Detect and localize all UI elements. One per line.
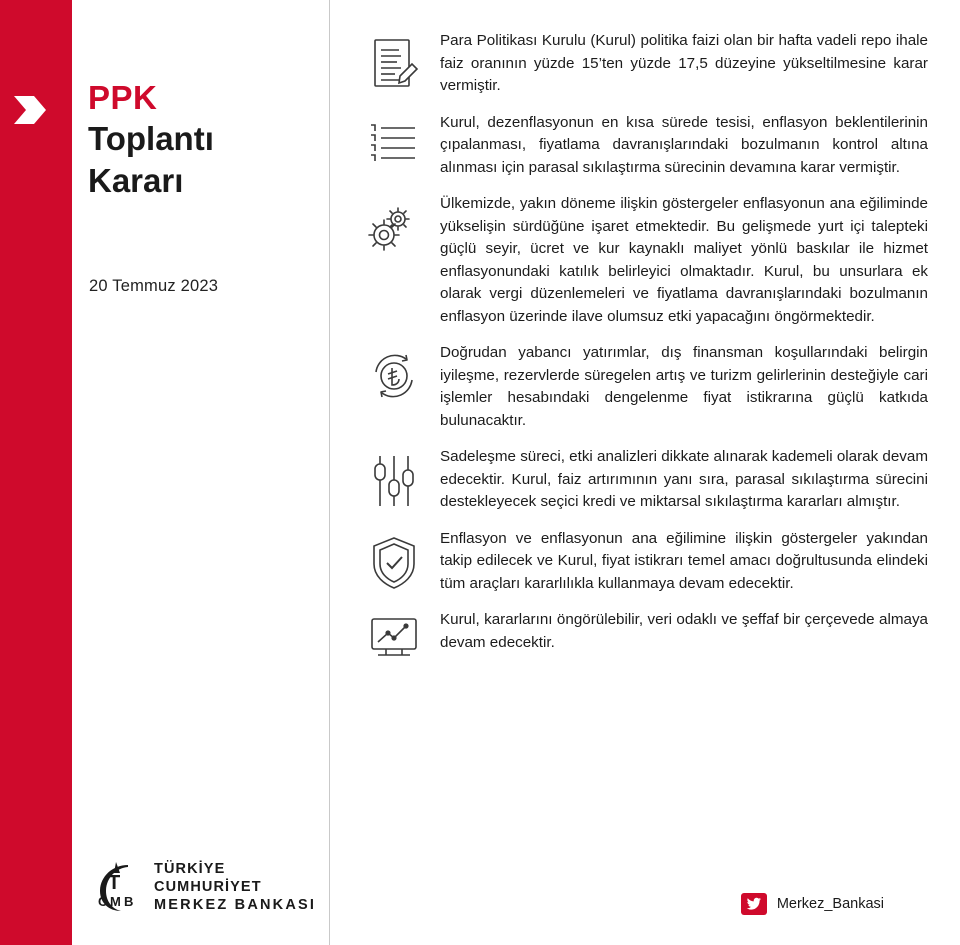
svg-text:T: T — [108, 872, 121, 894]
list-item — [348, 30, 932, 98]
list-item — [348, 112, 932, 180]
list-item-text: Kurul, dezenflasyonun en kısa sürede tesisi, enflasyon beklentilerinin çıpalanması, fiyatlama davranışlarındaki bozulmanın kontrol altına alınması için parasal sıkılaştırma sürecinin devamına karar vermiştir. — [440, 113, 928, 176]
decision-list — [330, 0, 960, 945]
list-item-text: Kurul, kararlarını öngörülebilir, veri odaklı ve şeffaf bir çerçevede almaya devam edecektir. — [440, 611, 928, 651]
list-item-text: Sadeleşme süreci, etki analizleri dikkate alınarak kademeli olarak devam edecektir. Kurul, faiz artırımının yanı sıra, parasal sıkılaştırma sürecini destekleyecek seçici kredi ve miktarsal sıkılaştırma kararları almıştır. — [440, 448, 928, 510]
svg-text:C: C — [98, 894, 108, 909]
list-item-text: Doğrudan yabancı yatırımlar, dış finansman koşullarındaki belirgin iyileşme, rezervlerde süregelen artış ve turizm gelirlerinin desteğiyle cari işlemler hesabındaki dengelenme fiyat istikrarına güçlü katkıda bulunacaktır. — [440, 344, 928, 429]
list-item — [348, 609, 932, 661]
svg-text:M: M — [110, 894, 121, 909]
publication-date: 20 Temmuz 2023 — [89, 277, 219, 295]
svg-text:B: B — [124, 894, 134, 909]
twitter-icon[interactable] — [741, 893, 767, 915]
tcmb-crescent-icon — [88, 859, 144, 915]
arrow-icon — [12, 92, 52, 128]
logo-line-1: TÜRKİYE CUMHURİYET — [154, 860, 262, 895]
shield-check-icon — [348, 528, 440, 592]
red-accent-bar — [0, 0, 72, 945]
checklist-lines-icon — [348, 112, 440, 168]
lira-circular-arrows-icon — [348, 342, 440, 404]
title-accent: PPK — [88, 79, 158, 116]
cbrt-logo — [88, 859, 330, 915]
left-panel — [0, 0, 330, 945]
page-title — [88, 78, 318, 202]
sliders-icon — [348, 446, 440, 510]
list-item — [348, 528, 932, 596]
title-line-1: Toplantı — [88, 120, 214, 157]
logo-line-2: MERKEZ BANKASI — [154, 897, 317, 914]
gears-icon — [348, 193, 440, 259]
document-pencil-icon — [348, 30, 440, 94]
chart-monitor-icon — [348, 609, 440, 661]
list-item-text: Ülkemizde, yakın döneme ilişkin göstergeler enflasyonun ana eğiliminde yükselişin sürdüğüne işaret etmektedir. Bu gelişmede yurt içi talepteki güçlü seyir, ücret ve kur kaynaklı maliyet yönlü baskılar ile hizmet enflasyonundaki katılık belirleyici olmaktadır. Kurul, bu unsurlara ek olarak vergi düzenlemeleri ve fiyatlama davranışlarındaki bozulmanın enflasyon üzerinde ilave olumsuz etki yapacağını öngörmektedir. — [440, 195, 928, 325]
list-item-text: Para Politikası Kurulu (Kurul) politika faizi olan bir hafta vadeli repo ihale faiz oranının yüzde 15’ten yüzde 17,5 düzeyine yükseltilmesine karar vermiştir. — [440, 32, 928, 94]
list-item — [348, 342, 932, 432]
title-line-2: Kararı — [88, 162, 184, 199]
social-handle-text: Merkez_Bankasi — [776, 896, 884, 912]
list-item-text: Enflasyon ve enflasyonun ana eğilimine ilişkin göstergeler yakından takip edilecek ve Kurul, fiyat istikrarı temel amacı doğrultusunda elindeki tüm araçları kararlılıkla kullanmaya devam edecektir. — [440, 529, 928, 592]
list-item — [348, 446, 932, 514]
social-handle-block[interactable] — [741, 893, 884, 915]
list-item — [348, 193, 932, 328]
